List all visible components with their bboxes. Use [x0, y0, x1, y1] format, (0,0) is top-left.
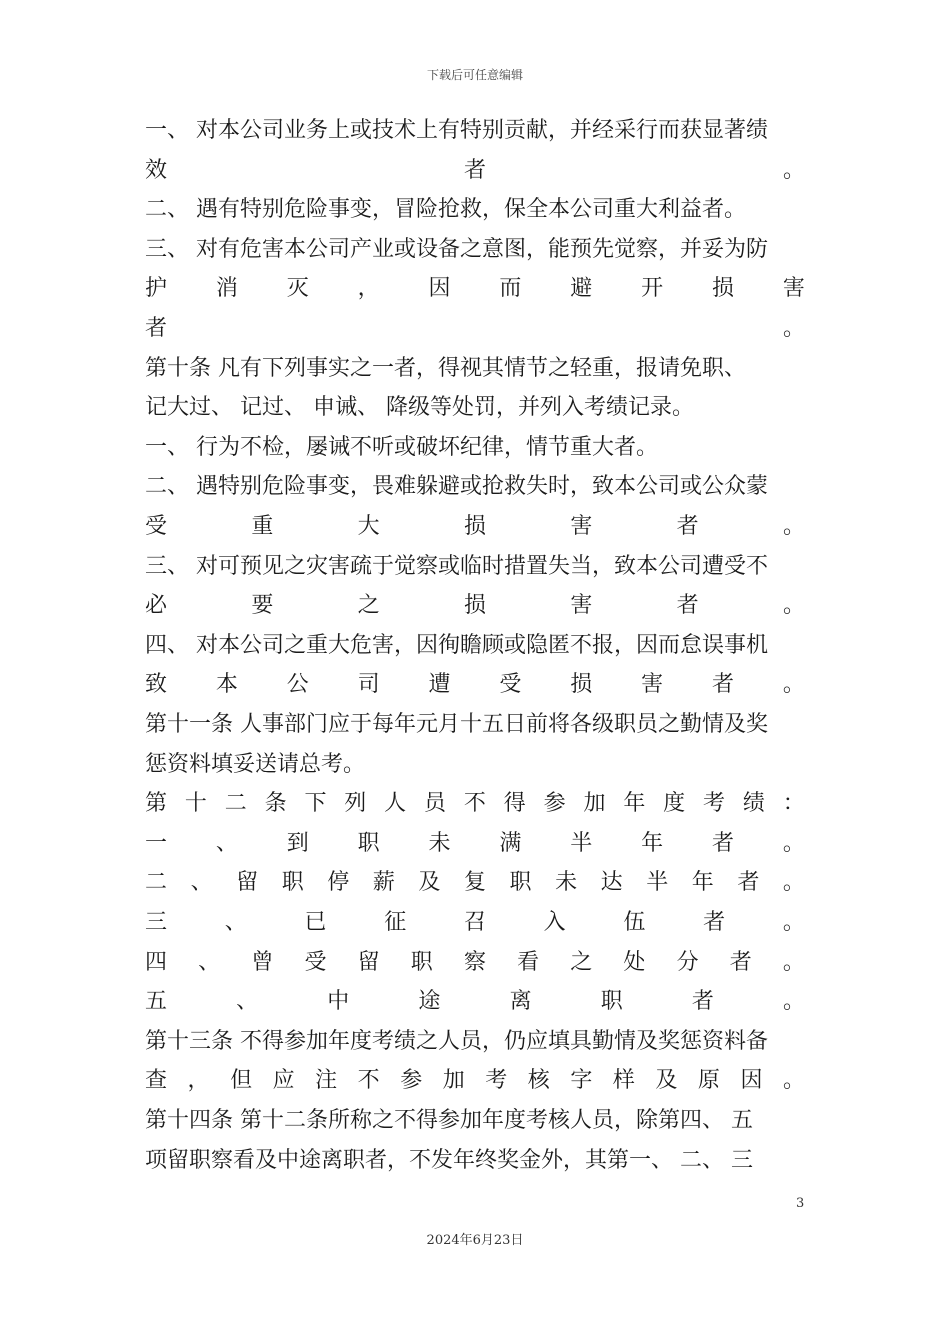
text-line: 四 、 曾 受 留 职 察 看 之 处 分 者 。	[145, 949, 805, 975]
text-line: 二 、 留 职 停 薪 及 复 职 未 达 半 年 者 。	[145, 870, 805, 896]
text-line: 一 、 到 职 未 满 半 年 者 。	[145, 830, 805, 856]
text-line: 第十条 凡有下列事实之一者，得视其情节之轻重，报请免职、	[145, 355, 746, 381]
text-line: 必 要 之 损 害 者 。	[145, 593, 805, 619]
text-line: 致 本 公 司 遭 受 损 害 者 。	[145, 672, 805, 698]
text-line: 五 、 中 途 离 职 者 。	[145, 989, 805, 1015]
text-line: 第 十 二 条 下 列 人 员 不 得 参 加 年 度 考 绩 ：	[145, 791, 805, 817]
text-line: 三 、 已 征 召 入 伍 者 。	[145, 910, 805, 935]
text-line: 二、 遇有特别危险事变，冒险抢救，保全本公司重大利益者。	[145, 197, 746, 223]
text-line: 二、 遇特别危险事变，畏难躲避或抢救失时，致本公司或公众蒙	[145, 474, 768, 500]
text-line: 一、 行为不检，屡诫不听或破坏纪律，情节重大者。	[145, 434, 658, 460]
text-line: 三、 对有危害本公司产业或设备之意图，能预先觉察，并妥为防	[145, 236, 768, 262]
text-line: 惩资料填妥送请总考。	[145, 751, 366, 777]
text-line: 第十三条 不得参加年度考绩之人员，仍应填具勤情及奖惩资料备	[145, 1028, 768, 1054]
text-line: 者 。	[145, 316, 805, 341]
text-line: 护 消 灭 ， 因 而 避 开 损 害	[145, 276, 805, 302]
text-line: 查 ， 但 应 注 不 参 加 考 核 字 样 及 原 因 。	[145, 1068, 805, 1094]
page-number: 3	[796, 1196, 805, 1211]
text-line: 四、 对本公司之重大危害，因徇瞻顾或隐匿不报，因而怠误事机	[145, 632, 768, 658]
page-header: 下载后可任意编辑	[426, 68, 523, 82]
text-line: 受 重 大 损 害 者 。	[145, 514, 805, 539]
page-footer-date: 2024年6月23日	[426, 1233, 524, 1248]
text-line: 第十四条 第十二条所称之不得参加年度考核人员，除第四、 五	[145, 1108, 753, 1133]
text-line: 第十一条 人事部门应于每年元月十五日前将各级职员之勤情及奖	[145, 712, 768, 737]
text-line: 三、 对可预见之灾害疏于觉察或临时措置失当，致本公司遭受不	[145, 553, 768, 579]
text-line: 项留职察看及中途离职者，不发年终奖金外，其第一、 二、 三	[145, 1147, 753, 1173]
text-line: 一、 对本公司业务上或技术上有特别贡献，并经采行而获显著绩	[145, 118, 768, 143]
text-line: 记大过、 记过、 申诫、 降级等处罚，并列入考绩记录。	[145, 395, 694, 421]
text-line: 效 者 。	[145, 157, 805, 183]
